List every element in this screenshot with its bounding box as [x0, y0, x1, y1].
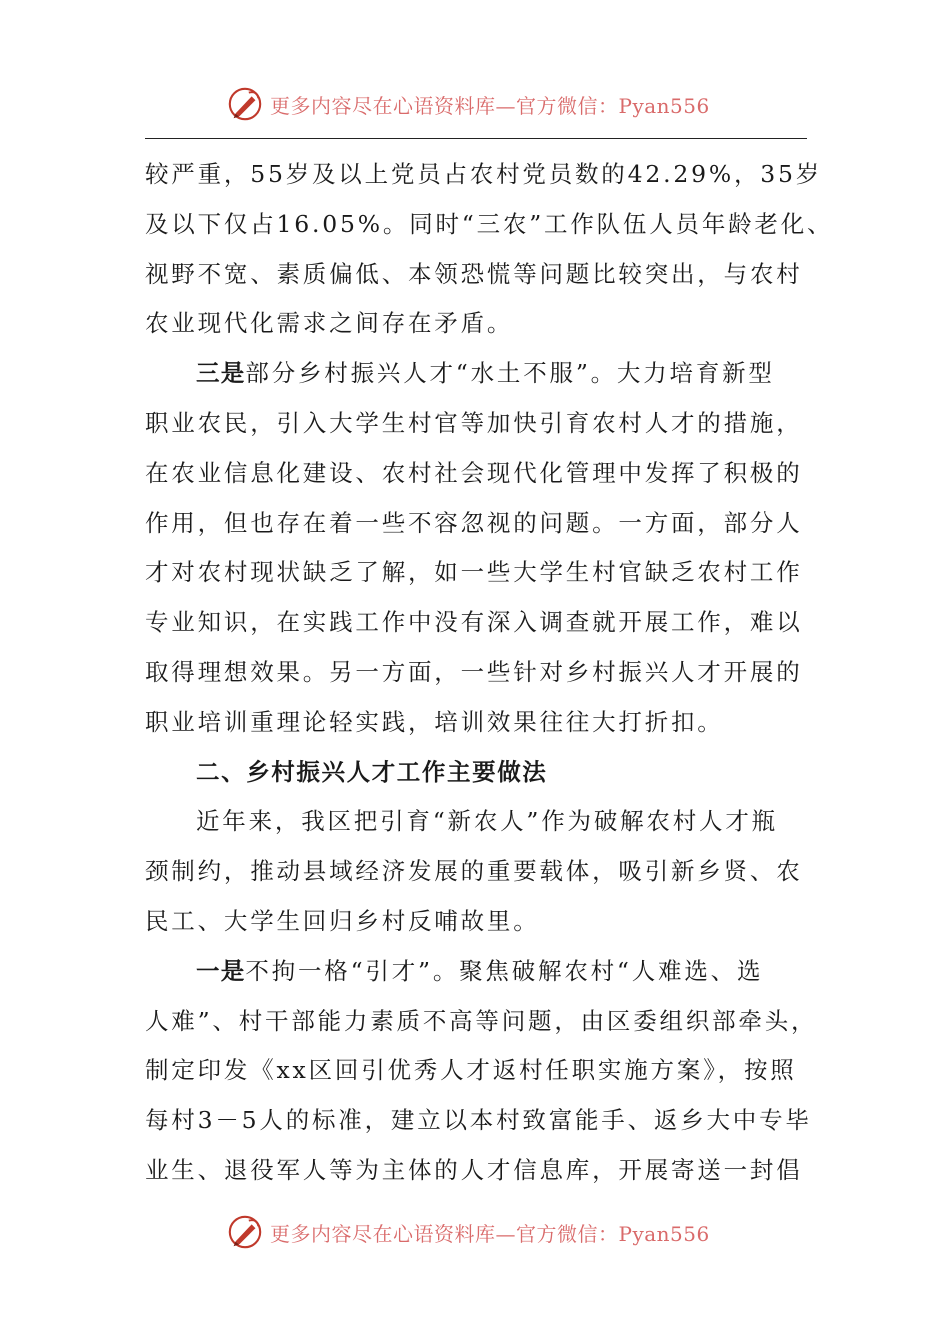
- text-line: 及以下仅占16.05%。同时“三农”工作队伍人员年龄老化、: [145, 209, 834, 238]
- text-line: 业生、退役军人等为主体的人才信息库，开展寄送一封倡: [145, 1155, 803, 1184]
- document-body: [145, 150, 834, 1196]
- text-line: [145, 947, 825, 997]
- pen-logo-icon: [226, 85, 264, 123]
- text-line: 民工、大学生回归乡村反哺故里。: [145, 906, 540, 935]
- text-line: 专业知识，在实践工作中没有深入调查就开展工作，难以: [145, 608, 803, 637]
- text-line: 制定印发《xx区回引优秀人才返村任职实施方案》，按照: [145, 1056, 797, 1085]
- text-line: 人难”、村干部能力素质不高等问题，由区委组织部牵头，: [145, 1006, 818, 1035]
- text-line: 在农业信息化建设、农村社会现代化管理中发挥了积极的: [145, 458, 803, 487]
- header-banner-text: 更多内容尽在心语资料库—官方微信：Pyan556: [270, 93, 710, 118]
- text-line: 近年来，我区把引育“新农人”作为破解农村人才瓶: [196, 807, 778, 836]
- text-line: [145, 349, 825, 399]
- text-line: 农业现代化需求之间存在矛盾。: [145, 309, 514, 338]
- text-line: 才对农村现状缺乏了解，如一些大学生村官缺乏农村工作: [145, 558, 803, 587]
- text-span: 部分乡村振兴人才“水土不服”。大力培育新型: [245, 359, 775, 388]
- section-heading: 二、乡村振兴人才工作主要做法: [196, 757, 548, 786]
- lead-phrase-sanshi: 三是: [196, 359, 246, 388]
- header-banner: [226, 84, 710, 124]
- pen-logo-icon: [226, 1213, 264, 1251]
- text-line: 较严重，55岁及以上党员占农村党员数的42.29%，35岁: [145, 160, 823, 188]
- footer-banner-text: 更多内容尽在心语资料库—官方微信：Pyan556: [270, 1221, 710, 1246]
- text-line: 视野不宽、素质偏低、本领恐慌等问题比较突出，与农村: [145, 259, 803, 288]
- text-line: 职业农民，引入大学生村官等加快引育农村人才的措施，: [145, 408, 803, 437]
- footer-banner: [226, 1212, 710, 1252]
- header-divider: [145, 138, 807, 139]
- text-line: 职业培训重理论轻实践，培训效果往往大打折扣。: [145, 707, 724, 736]
- text-line: 颈制约，推动县域经济发展的重要载体，吸引新乡贤、农: [145, 857, 803, 886]
- text-line: 取得理想效果。另一方面，一些针对乡村振兴人才开展的: [145, 657, 803, 686]
- lead-phrase-yishi: 一是: [196, 956, 246, 985]
- text-line: 作用，但也存在着一些不容忽视的问题。一方面，部分人: [145, 508, 803, 537]
- text-span: 不拘一格“引才”。聚焦破解农村“人难选、选: [245, 956, 764, 985]
- text-line: 每村3－5人的标准，建立以本村致富能手、返乡大中专毕: [145, 1106, 812, 1135]
